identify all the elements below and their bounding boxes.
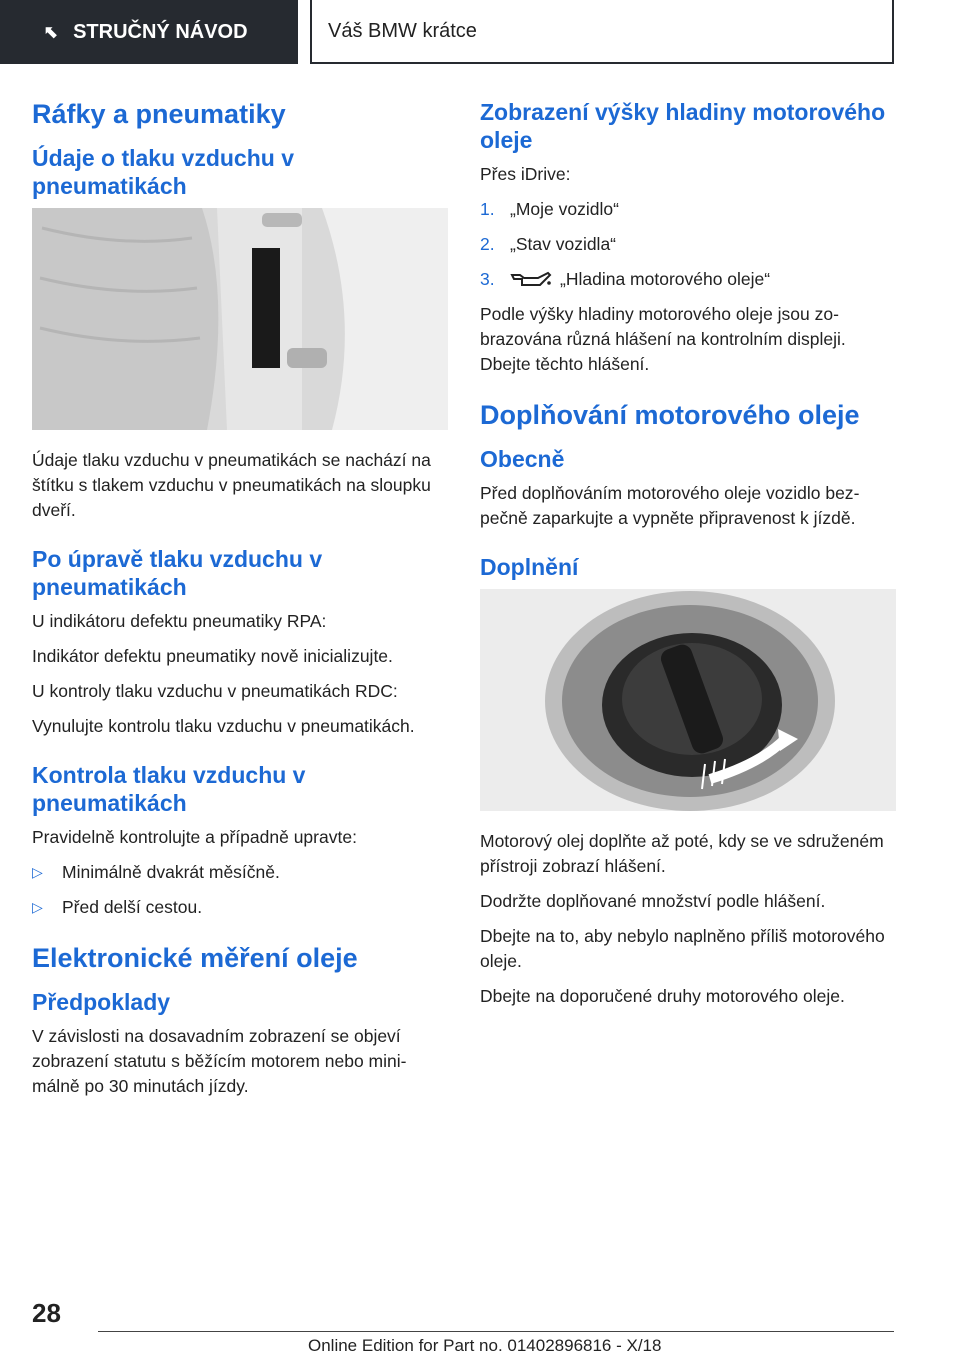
text-refill3: Dbejte na to, aby nebylo naplněno příliš motorového oleje. [480,926,885,971]
list-item-text: Minimálně dvakrát měsíčně. [62,862,280,882]
heading-pressure-data: Údaje o tlaku vzduchu v pneumatikách [32,145,294,199]
text-level-msgs: Podle výšky hladiny motorového oleje jsou zobrazována různá hlášení na kontrolním displeji. Dbejte těchto hlášení. [480,304,846,374]
oil-cap-image [480,589,896,811]
list-item [480,197,896,222]
header-tab-label: STRUČNÝ NÁVOD [73,20,248,43]
list-item [480,232,896,257]
heading-refill-sub: Doplnění [480,554,579,580]
step-text: „Hladina motorového oleje“ [560,269,771,289]
oil-can-icon [510,269,552,291]
list-item [480,267,896,292]
footer-edition: Online Edition for Part no. 01402896816 - X/18 [308,1336,662,1355]
triangle-right-icon: ▷ [32,899,43,915]
heading-after-adjust: Po úpravě tlaku vzduchu v pneumatikách [32,546,323,600]
text-idrive: Přes iDrive: [480,164,571,184]
pressure-label [252,248,280,368]
step-number: 1. [480,199,495,219]
heading-prereq: Předpoklady [32,989,171,1015]
text-rdc-reset: Vynulujte kontrolu tlaku vzduchu v pneumatikách. [32,716,415,736]
text-pressure-data: Údaje tlaku vzduchu v pneumatikách se nachází na štítku s tlakem vzduchu v pneumatikách na sloupku dveří. [32,450,431,520]
heading-oil-measure: Elektronické měření oleje [32,943,358,973]
right-column [480,98,896,1019]
arrow-icon: ⬉ [44,21,60,42]
header-section [310,0,894,64]
text-rpa-init: Indikátor defektu pneumatiky nově inicializujte. [32,646,393,666]
text-rdc: U kontroly tlaku vzduchu v pneumatikách RDC: [32,681,398,701]
step-number: 2. [480,234,495,254]
heading-rims: Ráfky a pneumatiky [32,99,286,129]
text-refill1: Motorový olej doplňte až poté, kdy se ve sdruženém přístroji zobrazí hlášení. [480,831,884,876]
text-refill2: Dodržte doplňované množství podle hlášení. [480,891,826,911]
oil-cap-illustration [480,589,896,811]
list-item [32,860,448,885]
check-list [32,860,448,920]
triangle-right-icon: ▷ [32,864,43,880]
header-section-label: Váš BMW krátce [328,19,477,42]
steps-list [480,197,896,292]
text-check: Pravidelně kontrolujte a případně upravte: [32,827,357,847]
heading-oil-level: Zobrazení výšky hladiny motorového oleje [480,99,886,153]
step-number: 3. [480,269,495,289]
heading-refill: Doplňování motorového oleje [480,400,860,430]
list-item [32,895,448,920]
door-pillar-illustration [32,208,448,430]
text-prereq: V závislosti na dosavadním zobrazení se objeví zobrazení statutu s běžícím motorem nebo minimálně po 30 minutách jízdy. [32,1026,407,1096]
step-text: „Stav vozidla“ [510,234,617,254]
step-text: „Moje vozidlo“ [510,199,619,219]
text-general: Před doplňováním motorového oleje vozidlo bezpečně zaparkujte a vypněte připravenost k jízdě. [480,483,860,528]
heading-check: Kontrola tlaku vzduchu v pneumatikách [32,762,306,816]
heading-general: Obecně [480,446,565,472]
left-column [32,98,448,1109]
list-item-text: Před delší cestou. [62,897,203,917]
page-number: 28 [32,1298,61,1328]
text-rpa: U indikátoru defektu pneumatiky RPA: [32,611,327,631]
footer-divider [98,1331,894,1332]
text-refill4: Dbejte na doporučené druhy motorového oleje. [480,986,845,1006]
header-tab[interactable] [0,0,298,64]
door-pillar-image [32,208,448,430]
